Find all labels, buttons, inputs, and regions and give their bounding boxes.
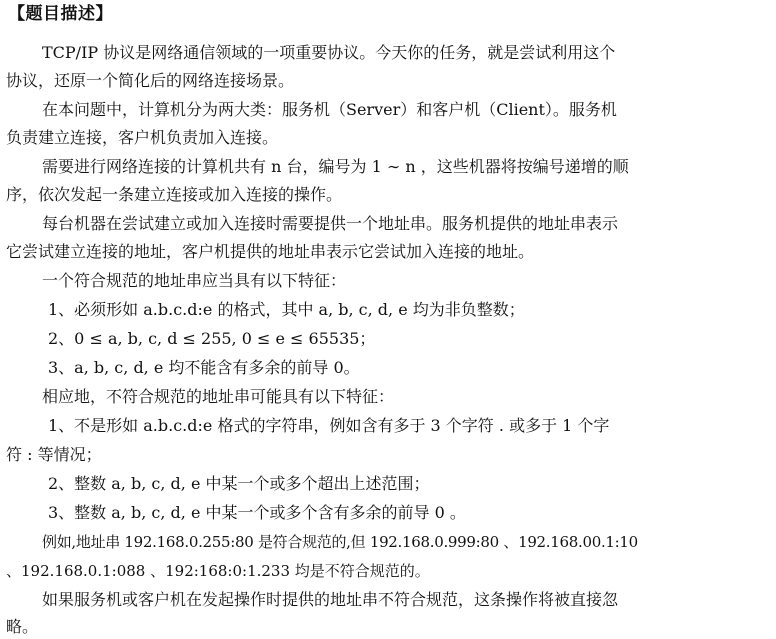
section-title: 【题目描述】: [8, 4, 113, 24]
paragraph-3-line-1: 需要进行网络连接的计算机共有 n 台，编号为 1 ∼ n ，这些机器将按编号递增的顺: [42, 157, 629, 176]
invalid-rule-1-line-2: 符 : 等情况；: [6, 445, 102, 464]
invalid-rule-3: 3、整数 a, b, c, d, e 中某一个或多个含有多余的前导 0 。: [48, 503, 466, 522]
paragraph-1-line-1: TCP/IP 协议是网络通信领域的一项重要协议。今天你的任务，就是尝试利用这个: [42, 43, 616, 62]
paragraph-2-line-2: 负责建立连接，客户机负责加入连接。: [6, 128, 279, 147]
invalid-rule-2: 2、整数 a, b, c, d, e 中某一个或多个超出上述范围；: [48, 474, 430, 493]
invalid-address-heading: 相应地，不符合规范的地址串可能具有以下特征：: [42, 387, 395, 406]
valid-rule-1: 1、必须形如 a.b.c.d:e 的格式，其中 a, b, c, d, e 均为非负整数；: [48, 300, 525, 319]
paragraph-2-line-1: 在本问题中，计算机分为两大类：服务机（Server）和客户机（Client）。服务机: [42, 100, 617, 119]
paragraph-8-line-2: 略。: [6, 617, 39, 636]
paragraph-4-line-1: 每台机器在尝试建立或加入连接时需要提供一个地址串。服务机提供的地址串表示: [42, 214, 619, 233]
example-line-1: 例如,地址串 192.168.0.255:80 是符合规范的,但 192.168.0.999:80 、192.168.00.1:10: [42, 533, 638, 551]
paragraph-4-line-2: 它尝试建立连接的地址，客户机提供的地址串表示它尝试加入连接的地址。: [6, 242, 535, 261]
example-line-2: 、192.168.0.1:088 、192:168:0:1.233 均是不符合规范的。: [6, 562, 430, 580]
valid-rule-3: 3、a, b, c, d, e 均不能含有多余的前导 0。: [48, 358, 360, 377]
paragraph-8-line-1: 如果服务机或客户机在发起操作时提供的地址串不符合规范，这条操作将被直接忽: [42, 590, 619, 609]
paragraph-1-line-2: 协议，还原一个简化后的网络连接场景。: [6, 71, 295, 90]
paragraph-3-line-2: 序，依次发起一条建立连接或加入连接的操作。: [6, 185, 343, 204]
invalid-rule-1-line-1: 1、不是形如 a.b.c.d:e 格式的字符串，例如含有多于 3 个字符 . 或多于 1 个字: [48, 416, 610, 435]
valid-rule-2: 2、0 ≤ a, b, c, d ≤ 255, 0 ≤ e ≤ 65535；: [48, 329, 376, 348]
valid-address-heading: 一个符合规范的地址串应当具有以下特征：: [42, 271, 347, 290]
